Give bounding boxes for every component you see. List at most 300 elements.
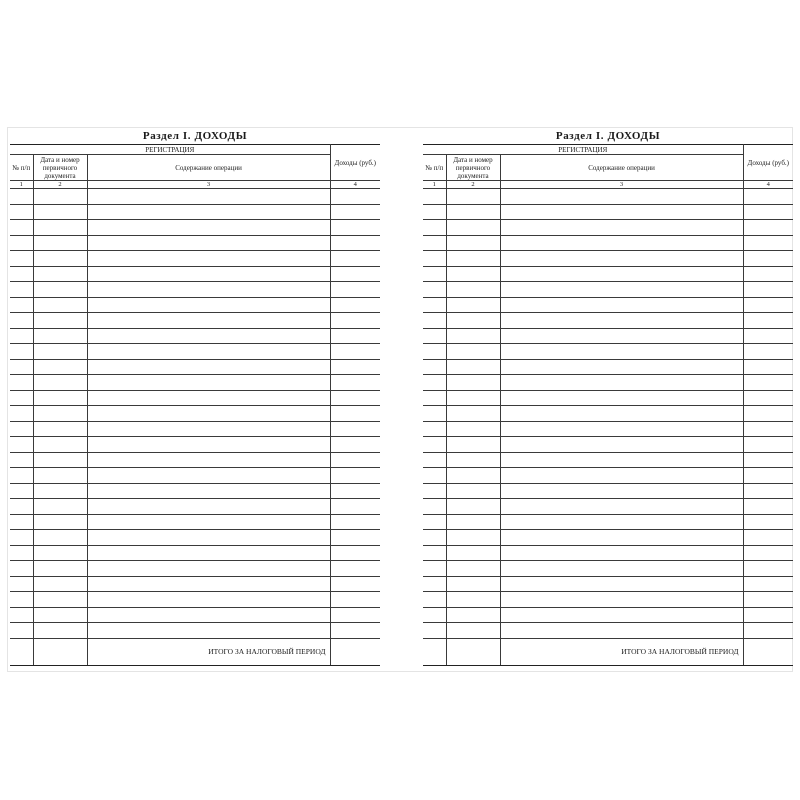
number-cell[interactable] [10, 406, 33, 422]
document-cell[interactable] [446, 545, 500, 561]
income-cell[interactable] [330, 468, 380, 484]
operation-cell[interactable] [500, 530, 743, 546]
number-cell[interactable] [423, 483, 446, 499]
ledger-row [423, 235, 793, 251]
income-cell[interactable] [743, 204, 793, 220]
operation-cell[interactable] [87, 576, 330, 592]
document-cell[interactable] [33, 251, 87, 267]
income-cell[interactable] [330, 359, 380, 375]
document-cell[interactable] [446, 375, 500, 391]
income-cell[interactable] [743, 375, 793, 391]
operation-cell[interactable] [500, 235, 743, 251]
number-cell[interactable] [423, 437, 446, 453]
income-cell[interactable] [743, 313, 793, 329]
ledger-row [423, 437, 793, 453]
column-number: 2 [33, 181, 87, 189]
income-cell[interactable] [330, 189, 380, 205]
number-cell[interactable] [10, 561, 33, 577]
operation-cell[interactable] [87, 514, 330, 530]
operation-cell[interactable] [500, 266, 743, 282]
ledger-row [10, 235, 380, 251]
operation-cell[interactable] [500, 344, 743, 360]
document-cell[interactable] [33, 344, 87, 360]
document-cell[interactable] [33, 297, 87, 313]
ledger-row [423, 359, 793, 375]
document-cell[interactable] [446, 266, 500, 282]
income-cell[interactable] [743, 561, 793, 577]
number-cell[interactable] [10, 359, 33, 375]
operation-cell[interactable] [87, 282, 330, 298]
document-cell[interactable] [33, 313, 87, 329]
total-cell [446, 638, 500, 665]
number-cell[interactable] [10, 437, 33, 453]
ledger-row [423, 452, 793, 468]
operation-cell[interactable] [500, 483, 743, 499]
operation-cell[interactable] [500, 375, 743, 391]
income-cell[interactable] [743, 282, 793, 298]
income-cell[interactable] [743, 189, 793, 205]
number-cell[interactable] [423, 328, 446, 344]
income-cell[interactable] [330, 220, 380, 236]
operation-cell[interactable] [500, 189, 743, 205]
operation-cell[interactable] [87, 468, 330, 484]
document-cell[interactable] [446, 235, 500, 251]
operation-cell[interactable] [87, 204, 330, 220]
number-cell[interactable] [423, 592, 446, 608]
number-cell[interactable] [423, 514, 446, 530]
operation-cell[interactable] [500, 328, 743, 344]
number-cell[interactable] [423, 561, 446, 577]
number-cell[interactable] [423, 545, 446, 561]
document-cell[interactable] [33, 375, 87, 391]
operation-cell[interactable] [87, 452, 330, 468]
ledger-row [423, 623, 793, 639]
document-cell[interactable] [33, 282, 87, 298]
income-cell[interactable] [743, 576, 793, 592]
income-header: Доходы (руб.) [743, 145, 793, 181]
ledger-row [423, 328, 793, 344]
number-cell[interactable] [423, 235, 446, 251]
number-cell[interactable] [423, 576, 446, 592]
ledger-row [10, 468, 380, 484]
number-cell[interactable] [10, 514, 33, 530]
operation-cell[interactable] [87, 235, 330, 251]
total-cell [33, 638, 87, 665]
document-cell[interactable] [446, 437, 500, 453]
ledger-row [10, 297, 380, 313]
income-cell[interactable] [743, 235, 793, 251]
operation-cell[interactable] [87, 623, 330, 639]
income-cell[interactable] [743, 328, 793, 344]
income-cell[interactable] [743, 592, 793, 608]
ledger-row [423, 375, 793, 391]
total-cell [423, 638, 446, 665]
income-header: Доходы (руб.) [330, 145, 380, 181]
number-header: № п/п [10, 155, 33, 181]
document-cell[interactable] [446, 483, 500, 499]
total-income-cell[interactable] [330, 638, 380, 665]
ledger-row [10, 561, 380, 577]
income-cell[interactable] [743, 499, 793, 515]
income-cell[interactable] [330, 530, 380, 546]
operation-cell[interactable] [500, 204, 743, 220]
operation-cell[interactable] [500, 592, 743, 608]
income-cell[interactable] [330, 623, 380, 639]
operation-cell[interactable] [500, 406, 743, 422]
document-cell[interactable] [33, 530, 87, 546]
number-cell[interactable] [423, 282, 446, 298]
operation-cell[interactable] [87, 220, 330, 236]
number-cell[interactable] [10, 235, 33, 251]
operation-cell[interactable] [500, 499, 743, 515]
income-cell[interactable] [743, 251, 793, 267]
document-cell[interactable] [446, 328, 500, 344]
document-cell[interactable] [33, 437, 87, 453]
number-cell[interactable] [423, 359, 446, 375]
operation-cell[interactable] [87, 592, 330, 608]
income-cell[interactable] [743, 421, 793, 437]
document-cell[interactable] [446, 623, 500, 639]
ledger-row [10, 452, 380, 468]
income-cell[interactable] [330, 592, 380, 608]
operation-cell[interactable] [87, 266, 330, 282]
number-cell[interactable] [423, 375, 446, 391]
income-ledger-table [423, 144, 793, 666]
column-number: 1 [10, 181, 33, 189]
document-cell[interactable] [446, 576, 500, 592]
document-cell[interactable] [446, 561, 500, 577]
document-cell[interactable] [33, 623, 87, 639]
document-cell[interactable] [33, 607, 87, 623]
operation-cell[interactable] [87, 406, 330, 422]
operation-cell[interactable] [87, 390, 330, 406]
income-cell[interactable] [330, 607, 380, 623]
total-label: ИТОГО ЗА НАЛОГОВЫЙ ПЕРИОД [87, 638, 330, 665]
income-cell[interactable] [330, 561, 380, 577]
operation-cell[interactable] [87, 297, 330, 313]
document-cell[interactable] [33, 499, 87, 515]
income-cell[interactable] [743, 607, 793, 623]
column-number: 3 [500, 181, 743, 189]
ledger-row [10, 251, 380, 267]
income-cell[interactable] [743, 483, 793, 499]
number-cell[interactable] [10, 328, 33, 344]
number-cell[interactable] [10, 483, 33, 499]
income-cell[interactable] [743, 359, 793, 375]
income-cell[interactable] [330, 437, 380, 453]
operation-cell[interactable] [500, 514, 743, 530]
operation-cell[interactable] [500, 545, 743, 561]
document-cell[interactable] [446, 452, 500, 468]
income-cell[interactable] [330, 545, 380, 561]
operation-cell[interactable] [87, 359, 330, 375]
number-cell[interactable] [10, 313, 33, 329]
income-cell[interactable] [743, 530, 793, 546]
income-cell[interactable] [330, 266, 380, 282]
document-cell[interactable] [33, 406, 87, 422]
number-cell[interactable] [423, 297, 446, 313]
operation-cell[interactable] [500, 297, 743, 313]
operation-cell[interactable] [87, 375, 330, 391]
document-cell[interactable] [33, 220, 87, 236]
ledger-row [423, 421, 793, 437]
income-cell[interactable] [743, 266, 793, 282]
operation-cell[interactable] [87, 607, 330, 623]
registration-group-header: РЕГИСТРАЦИЯ [10, 145, 330, 155]
number-cell[interactable] [10, 189, 33, 205]
ledger-row [10, 204, 380, 220]
operation-cell[interactable] [87, 499, 330, 515]
number-cell[interactable] [423, 530, 446, 546]
operation-cell[interactable] [500, 607, 743, 623]
number-cell[interactable] [423, 220, 446, 236]
ledger-row [10, 421, 380, 437]
operation-cell[interactable] [500, 421, 743, 437]
number-cell[interactable] [10, 266, 33, 282]
income-cell[interactable] [330, 313, 380, 329]
operation-cell[interactable] [500, 282, 743, 298]
document-cell[interactable] [33, 421, 87, 437]
total-label: ИТОГО ЗА НАЛОГОВЫЙ ПЕРИОД [500, 638, 743, 665]
number-cell[interactable] [10, 530, 33, 546]
operation-cell[interactable] [500, 220, 743, 236]
number-cell[interactable] [423, 390, 446, 406]
document-cell[interactable] [33, 483, 87, 499]
ledger-row [423, 499, 793, 515]
number-cell[interactable] [10, 468, 33, 484]
number-cell[interactable] [423, 499, 446, 515]
income-cell[interactable] [743, 437, 793, 453]
income-ledger-table [10, 144, 380, 666]
document-cell[interactable] [33, 592, 87, 608]
income-cell[interactable] [330, 514, 380, 530]
document-cell[interactable] [33, 561, 87, 577]
income-cell[interactable] [330, 297, 380, 313]
operation-cell[interactable] [500, 468, 743, 484]
number-cell[interactable] [10, 576, 33, 592]
column-number: 3 [87, 181, 330, 189]
number-cell[interactable] [10, 220, 33, 236]
number-cell[interactable] [423, 204, 446, 220]
number-cell[interactable] [10, 375, 33, 391]
document-cell[interactable] [33, 452, 87, 468]
ledger-row [423, 282, 793, 298]
operation-cell[interactable] [87, 561, 330, 577]
document-date-header: Дата и номер первичного документа [33, 155, 87, 181]
document-cell[interactable] [446, 344, 500, 360]
operation-cell[interactable] [500, 313, 743, 329]
operation-cell[interactable] [87, 189, 330, 205]
ledger-row [10, 328, 380, 344]
ledger-row [423, 297, 793, 313]
column-number: 4 [743, 181, 793, 189]
number-cell[interactable] [423, 623, 446, 639]
number-cell[interactable] [10, 592, 33, 608]
number-cell[interactable] [10, 251, 33, 267]
income-cell[interactable] [743, 344, 793, 360]
document-cell[interactable] [446, 468, 500, 484]
document-cell[interactable] [33, 328, 87, 344]
document-cell[interactable] [446, 251, 500, 267]
income-cell[interactable] [743, 468, 793, 484]
document-cell[interactable] [446, 297, 500, 313]
document-date-header: Дата и номер первичного документа [446, 155, 500, 181]
operation-cell[interactable] [87, 483, 330, 499]
income-cell[interactable] [330, 421, 380, 437]
income-cell[interactable] [743, 514, 793, 530]
number-cell[interactable] [10, 607, 33, 623]
income-cell[interactable] [743, 390, 793, 406]
number-cell[interactable] [10, 344, 33, 360]
document-cell[interactable] [446, 204, 500, 220]
ledger-row [423, 607, 793, 623]
ledger-row [10, 483, 380, 499]
income-cell[interactable] [330, 282, 380, 298]
ledger-row [10, 282, 380, 298]
column-number: 1 [423, 181, 446, 189]
document-cell[interactable] [33, 235, 87, 251]
operation-cell[interactable] [500, 623, 743, 639]
number-cell[interactable] [423, 468, 446, 484]
ledger-row [423, 220, 793, 236]
document-cell[interactable] [33, 266, 87, 282]
page-title: Раздел I. ДОХОДЫ [142, 130, 248, 142]
ledger-row [423, 189, 793, 205]
operation-cell[interactable] [500, 251, 743, 267]
ledger-row [423, 406, 793, 422]
number-cell[interactable] [423, 421, 446, 437]
document-cell[interactable] [446, 499, 500, 515]
number-cell[interactable] [423, 607, 446, 623]
document-cell[interactable] [446, 592, 500, 608]
number-cell[interactable] [10, 499, 33, 515]
document-cell[interactable] [446, 359, 500, 375]
number-cell[interactable] [423, 344, 446, 360]
ledger-row [10, 390, 380, 406]
number-cell[interactable] [10, 452, 33, 468]
ledger-row [423, 313, 793, 329]
number-cell[interactable] [10, 204, 33, 220]
document-cell[interactable] [33, 359, 87, 375]
document-cell[interactable] [446, 530, 500, 546]
ledger-row [423, 592, 793, 608]
number-cell[interactable] [10, 297, 33, 313]
document-cell[interactable] [33, 468, 87, 484]
income-cell[interactable] [330, 235, 380, 251]
income-cell[interactable] [743, 220, 793, 236]
document-cell[interactable] [446, 313, 500, 329]
ledger-page-left [10, 127, 380, 672]
number-cell[interactable] [423, 452, 446, 468]
document-cell[interactable] [33, 189, 87, 205]
number-cell[interactable] [10, 282, 33, 298]
operation-cell[interactable] [87, 437, 330, 453]
document-cell[interactable] [446, 607, 500, 623]
number-cell[interactable] [423, 313, 446, 329]
document-cell[interactable] [33, 545, 87, 561]
income-cell[interactable] [743, 406, 793, 422]
number-cell[interactable] [423, 251, 446, 267]
number-cell[interactable] [10, 545, 33, 561]
income-cell[interactable] [330, 576, 380, 592]
column-number: 2 [446, 181, 500, 189]
ledger-row [10, 313, 380, 329]
document-cell[interactable] [33, 576, 87, 592]
income-cell[interactable] [330, 452, 380, 468]
ledger-row [10, 189, 380, 205]
number-cell[interactable] [423, 189, 446, 205]
document-cell[interactable] [446, 189, 500, 205]
income-cell[interactable] [330, 499, 380, 515]
operation-cell[interactable] [500, 452, 743, 468]
operation-cell[interactable] [87, 530, 330, 546]
ledger-row [423, 468, 793, 484]
page-title: Раздел I. ДОХОДЫ [555, 130, 661, 142]
operation-cell[interactable] [500, 359, 743, 375]
number-cell[interactable] [423, 406, 446, 422]
document-cell[interactable] [33, 204, 87, 220]
total-cell [10, 638, 33, 665]
income-cell[interactable] [330, 328, 380, 344]
income-cell[interactable] [330, 390, 380, 406]
operation-cell[interactable] [87, 251, 330, 267]
operation-cell[interactable] [500, 576, 743, 592]
document-cell[interactable] [33, 514, 87, 530]
income-cell[interactable] [743, 545, 793, 561]
operation-cell[interactable] [87, 344, 330, 360]
number-cell[interactable] [10, 623, 33, 639]
ledger-row [423, 576, 793, 592]
number-header: № п/п [423, 155, 446, 181]
ledger-row [10, 406, 380, 422]
income-cell[interactable] [743, 297, 793, 313]
ledger-row [423, 204, 793, 220]
income-cell[interactable] [330, 204, 380, 220]
column-number: 4 [330, 181, 380, 189]
number-cell[interactable] [423, 266, 446, 282]
document-cell[interactable] [446, 390, 500, 406]
ledger-row [10, 499, 380, 515]
document-cell[interactable] [446, 421, 500, 437]
total-income-cell[interactable] [743, 638, 793, 665]
ledger-row [10, 592, 380, 608]
operation-cell[interactable] [500, 437, 743, 453]
operation-cell[interactable] [87, 421, 330, 437]
income-cell[interactable] [330, 251, 380, 267]
income-cell[interactable] [330, 344, 380, 360]
document-cell[interactable] [446, 282, 500, 298]
document-cell[interactable] [446, 406, 500, 422]
ledger-page-right [423, 127, 793, 672]
number-cell[interactable] [10, 421, 33, 437]
number-cell[interactable] [10, 390, 33, 406]
income-cell[interactable] [330, 375, 380, 391]
income-cell[interactable] [743, 623, 793, 639]
operation-cell[interactable] [87, 313, 330, 329]
operation-cell[interactable] [500, 390, 743, 406]
operation-cell[interactable] [87, 545, 330, 561]
document-cell[interactable] [446, 514, 500, 530]
income-cell[interactable] [743, 452, 793, 468]
ledger-row [423, 530, 793, 546]
document-cell[interactable] [33, 390, 87, 406]
income-cell[interactable] [330, 406, 380, 422]
operation-cell[interactable] [500, 561, 743, 577]
operation-content-header: Содержание операции [87, 155, 330, 181]
income-cell[interactable] [330, 483, 380, 499]
document-cell[interactable] [446, 220, 500, 236]
operation-cell[interactable] [87, 328, 330, 344]
